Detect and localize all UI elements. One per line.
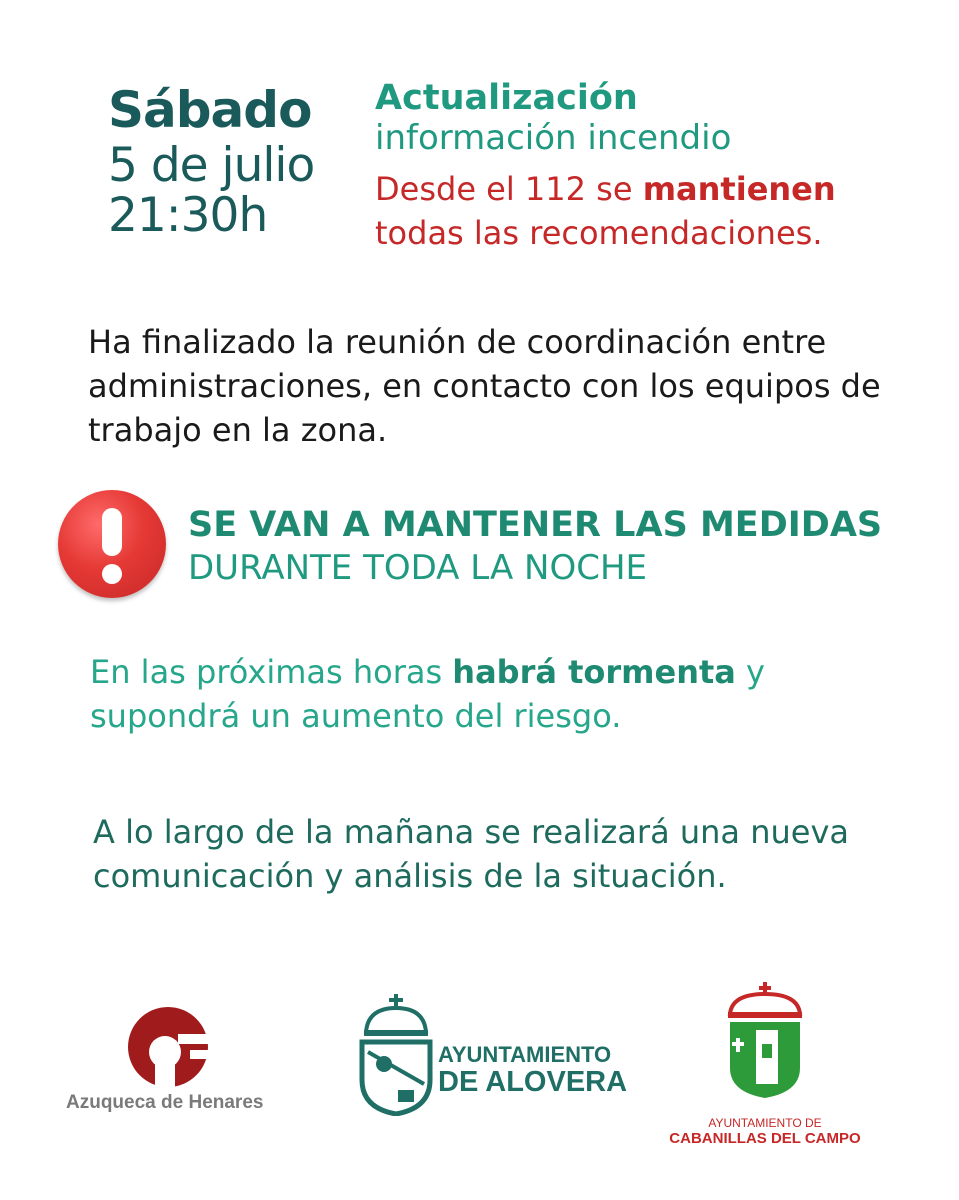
recommendation-bold: mantienen [642, 170, 836, 208]
alert-headline: SE VAN A MANTENER LAS MEDIDAS [188, 505, 883, 545]
alert-subline: DURANTE TODA LA NOCHE [188, 548, 648, 588]
communication-notice: A lo largo de la mañana se realizará una nueva comunicación y análisis de la situación. [93, 813, 849, 895]
recommendation-line-1 [375, 168, 836, 210]
time-text: 21:30h [108, 188, 268, 243]
storm-prefix: En las próximas horas [90, 653, 453, 691]
alovera-label-line-1: AYUNTAMIENTO [438, 1042, 612, 1067]
exclamation-icon [58, 490, 166, 598]
update-title: Actualización [375, 78, 638, 118]
alovera-shield-icon [358, 992, 434, 1116]
alovera-label-line-2: DE ALOVERA [438, 1066, 628, 1098]
cabanillas-label-line-1: AYUNTAMIENTO DE [708, 1116, 822, 1130]
coordination-paragraph: Ha finalizado la reunión de coordinación entre administraciones, en contacto con los equipos de trabajo en la zona. [88, 323, 881, 449]
azuqueca-label: Azuqueca de Henares [66, 1092, 264, 1113]
recommendation-line-2: todas las recomendaciones. [375, 214, 823, 252]
alovera-logo [358, 992, 628, 1117]
date-text: 5 de julio [108, 138, 315, 193]
azuqueca-mark-icon [60, 1000, 300, 1090]
cabanillas-logo [660, 980, 870, 1150]
storm-bold: habrá tormenta [452, 653, 736, 691]
cabanillas-label-line-2: CABANILLAS DEL CAMPO [669, 1130, 861, 1147]
storm-suffix: y supondrá un aumento del riesgo. [90, 653, 765, 735]
date-day: Sábado [108, 81, 312, 139]
storm-notice [90, 650, 890, 738]
cabanillas-shield-icon [660, 980, 870, 1100]
recommendation-prefix: Desde el 112 se [375, 170, 643, 208]
update-subtitle: información incendio [375, 118, 732, 158]
azuqueca-logo [60, 1000, 300, 1120]
